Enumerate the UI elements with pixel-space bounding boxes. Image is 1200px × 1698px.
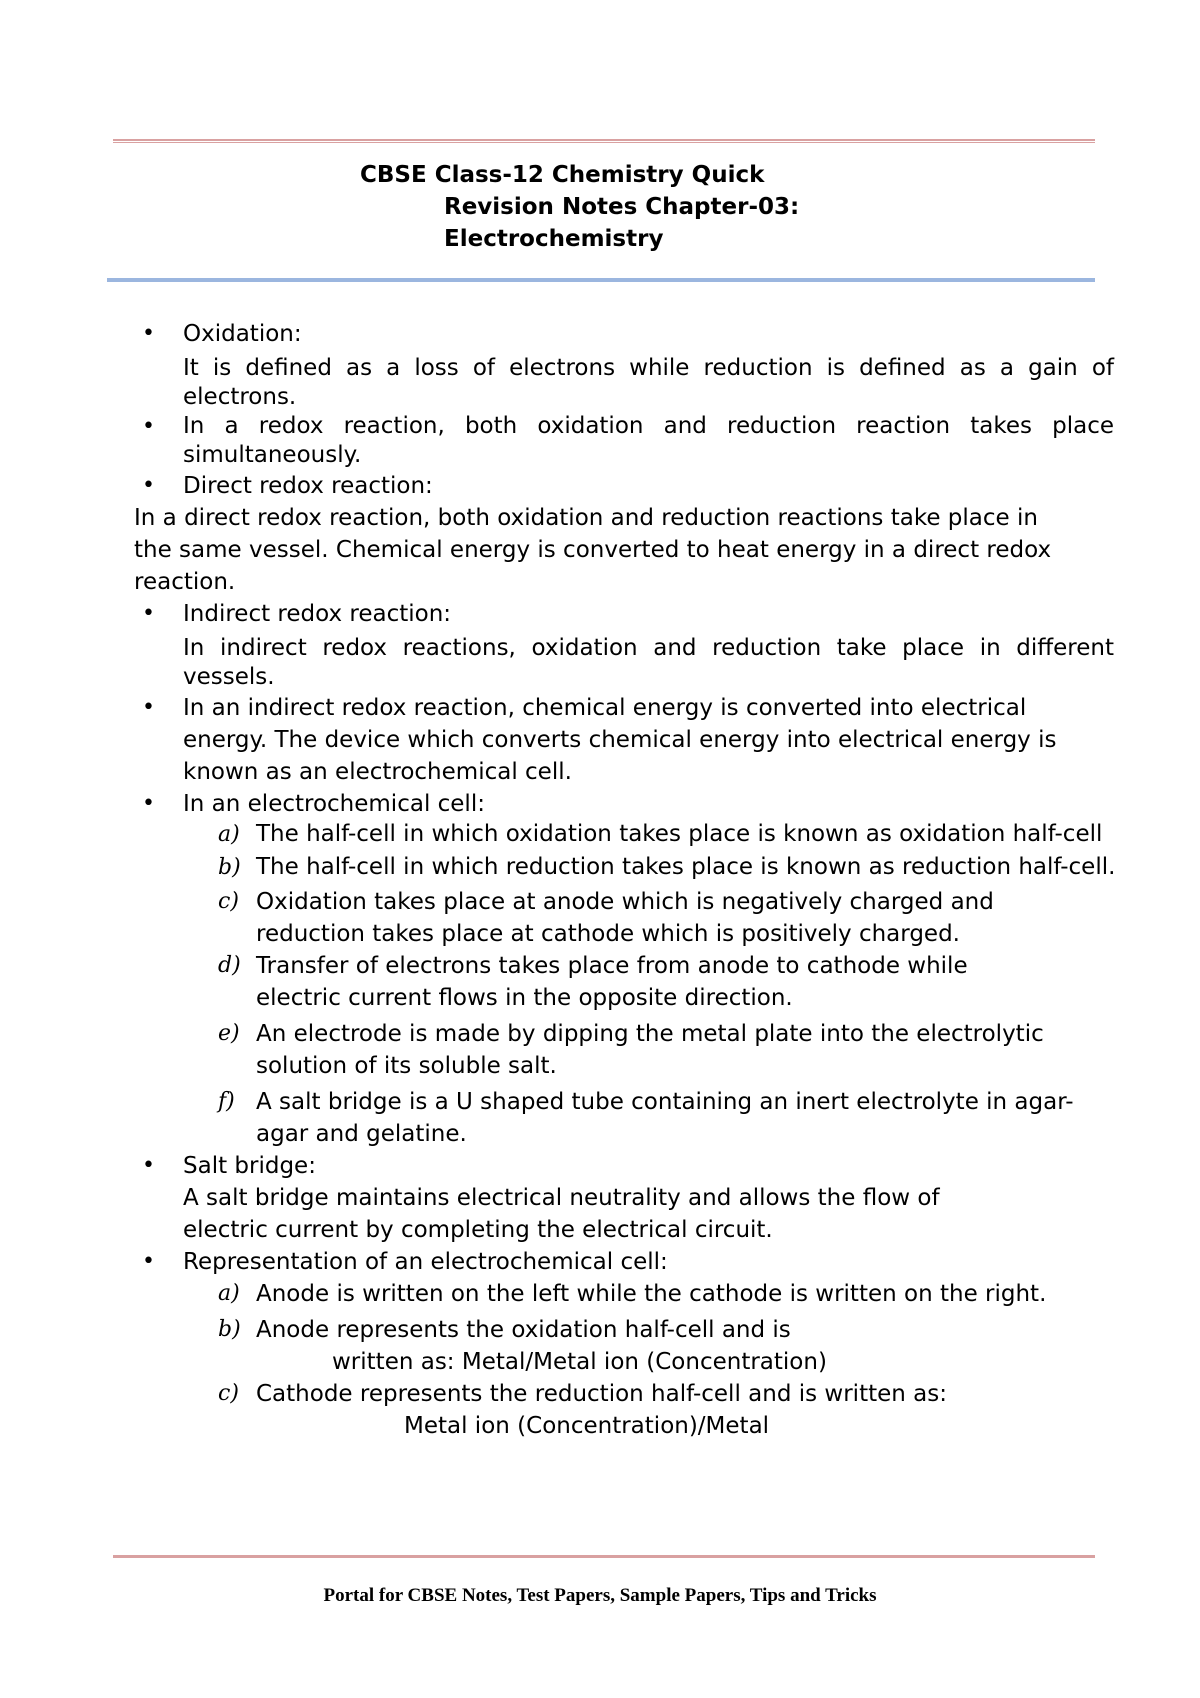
representation-text: Cathode represents the reduction half-cell and is written as: bbox=[256, 1381, 947, 1407]
cell-point-e bbox=[134, 1018, 1056, 1082]
representation-point-b bbox=[134, 1314, 1119, 1346]
anode-notation: written as: Metal/Metal ion (Concentration) bbox=[332, 1349, 827, 1375]
page-title-line-3: Electrochemistry bbox=[444, 226, 664, 252]
bullet-indirect-energy: • In an indirect redox reaction, chemical energy is converted into electrical energy. The device which converts chemical energy into electrical energy is known as an electrochemical cell. bbox=[134, 692, 1093, 788]
page-title-line-1: CBSE Class-12 Chemistry Quick bbox=[360, 162, 765, 188]
bullet-representation-label: • Representation of an electrochemical cell: bbox=[134, 1246, 1119, 1278]
salt-bridge-text: A salt bridge maintains electrical neutrality and allows the flow of electric current by completing the electrical circuit. bbox=[183, 1185, 940, 1243]
bullet-indirect-redox-label: • Indirect redox reaction: bbox=[134, 598, 1119, 630]
cell-point-b bbox=[134, 853, 1119, 882]
cell-point-text: The half-cell in which oxidation takes place is known as oxidation half-cell bbox=[256, 821, 1103, 847]
cell-point-text: Oxidation takes place at anode which is negatively charged and reduction takes place at cathode which is positively charged. bbox=[256, 889, 994, 947]
bullet-redox-reaction: • In a redox reaction, both oxidation and reduction reaction takes place simultaneously. bbox=[134, 412, 1119, 470]
cathode-notation: Metal ion (Concentration)/Metal bbox=[404, 1413, 770, 1439]
cell-point-d bbox=[134, 950, 1056, 1014]
header-rule bbox=[113, 139, 1095, 143]
cell-point-f bbox=[134, 1086, 1096, 1150]
bullet-direct-redox-label: • Direct redox reaction: bbox=[134, 470, 1119, 502]
representation-text: Anode represents the oxidation half-cell and is bbox=[256, 1317, 791, 1343]
list-marker: a) bbox=[218, 1281, 240, 1306]
cell-point-a bbox=[134, 820, 1119, 849]
direct-redox-text: In a direct redox reaction, both oxidation and reduction reactions take place in the same vessel. Chemical energy is converted to heat energy in a direct redox reaction. bbox=[134, 505, 1052, 595]
list-marker: d) bbox=[218, 953, 241, 978]
representation-text: Anode is written on the left while the cathode is written on the right. bbox=[256, 1281, 1047, 1307]
footer-text: Portal for CBSE Notes, Test Papers, Sample Papers, Tips and Tricks bbox=[323, 1585, 877, 1606]
footer-rule bbox=[113, 1555, 1095, 1558]
notes-body bbox=[134, 318, 1119, 1442]
cell-point-text: An electrode is made by dipping the metal plate into the electrolytic solution of its soluble salt. bbox=[256, 1021, 1044, 1079]
cell-point-text: The half-cell in which reduction takes place is known as reduction half-cell. bbox=[256, 854, 1116, 880]
oxidation-definition: It is defined as a loss of electrons while reduction is defined as a gain of electrons. bbox=[183, 355, 1114, 410]
representation-point-a bbox=[134, 1278, 1119, 1310]
cell-point-c bbox=[134, 886, 1026, 950]
bullet-salt-bridge-label: • Salt bridge: bbox=[134, 1150, 1119, 1182]
list-marker: a) bbox=[218, 822, 240, 847]
representation-point-c bbox=[134, 1378, 1119, 1410]
cell-point-text: A salt bridge is a U shaped tube containing an inert electrolyte in agar-agar and gelatine. bbox=[256, 1089, 1074, 1147]
list-marker: c) bbox=[218, 1381, 239, 1406]
list-marker: c) bbox=[218, 889, 239, 914]
list-marker: b) bbox=[218, 855, 241, 880]
page-title-line-2: Revision Notes Chapter-03: bbox=[444, 194, 800, 220]
cell-point-text: Transfer of electrons takes place from anode to cathode while electric current flows in the opposite direction. bbox=[256, 953, 968, 1011]
title-divider bbox=[107, 278, 1095, 282]
bullet-oxidation-label: • Oxidation: bbox=[134, 318, 1119, 350]
list-marker: b) bbox=[218, 1317, 241, 1342]
indirect-redox-text: In indirect redox reactions, oxidation and reduction take place in different vessels. bbox=[183, 635, 1114, 690]
bullet-electrochemical-cell-label: • In an electrochemical cell: bbox=[134, 788, 1119, 820]
list-marker: e) bbox=[218, 1021, 240, 1046]
list-marker: f) bbox=[218, 1089, 235, 1114]
